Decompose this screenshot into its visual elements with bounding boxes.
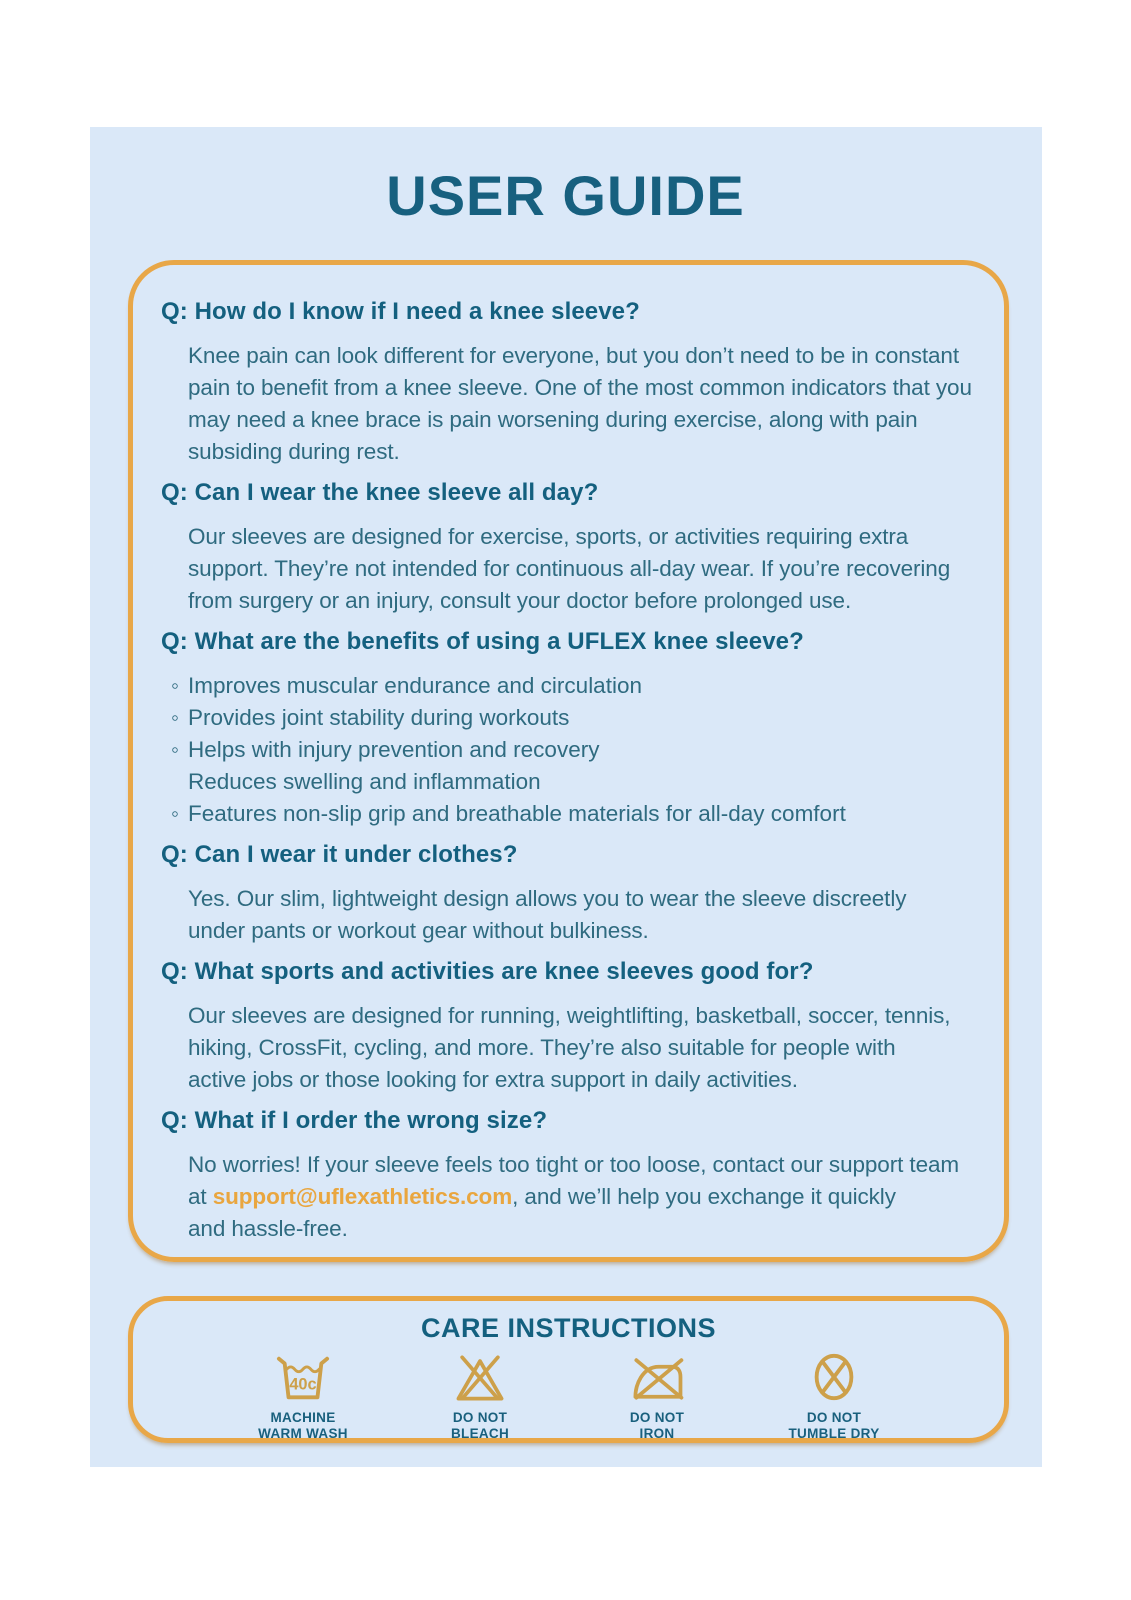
care-item-do-not-tumble-dry	[746, 1349, 923, 1442]
faq-item	[161, 957, 976, 1096]
answer-line: support. They’re not intended for continuous all-day wear. If you’re recovering	[188, 556, 951, 581]
care-label: MACHINE WARM WASH	[258, 1410, 348, 1441]
faq-item	[161, 840, 976, 947]
faq-question: Q: What sports and activities are knee sleeves good for?	[161, 958, 814, 985]
faq-question: Q: What are the benefits of using a UFLEX knee sleeve?	[161, 628, 804, 655]
faq-item	[161, 297, 976, 468]
do-not-iron-icon	[626, 1349, 688, 1405]
support-email-link[interactable]: support@uflexathletics.com	[212, 1184, 513, 1209]
faq-section-box	[128, 260, 1009, 1262]
machine-warm-wash-icon	[272, 1349, 334, 1405]
answer-line: Our sleeves are designed for exercise, sports, or activities requiring extra	[188, 524, 909, 549]
faq-answer	[188, 521, 976, 617]
care-label: DO NOT TUMBLE DRY	[788, 1410, 880, 1441]
answer-text: at	[188, 1184, 213, 1209]
faq-question: Q: How do I know if I need a knee sleeve?	[161, 298, 640, 325]
list-item	[171, 766, 976, 798]
do-not-tumble-dry-icon	[810, 1349, 858, 1405]
faq-answer	[188, 1000, 976, 1096]
answer-line: Yes. Our slim, lightweight design allows you to wear the sleeve discreetly	[188, 886, 907, 911]
list-item	[171, 734, 976, 766]
faq-benefits-list	[171, 670, 976, 830]
svg-text:40c: 40c	[289, 1375, 317, 1394]
bullet-text: Reduces swelling and inflammation	[188, 769, 541, 794]
answer-line: No worries! If your sleeve feels too tight or too loose, contact our support team	[188, 1152, 960, 1177]
care-item-machine-warm-wash	[215, 1349, 392, 1442]
bullet-text: Improves muscular endurance and circulation	[188, 673, 642, 698]
answer-line: may need a knee brace is pain worsening during exercise, along with pain	[188, 407, 918, 432]
answer-line: and hassle-free.	[188, 1216, 348, 1241]
answer-line: from surgery or an injury, consult your doctor before prolonged use.	[188, 588, 852, 613]
bullet-icon: ◦	[171, 705, 179, 730]
answer-line: Our sleeves are designed for running, weightlifting, basketball, soccer, tennis,	[188, 1003, 951, 1028]
faq-item	[161, 627, 976, 830]
answer-line: pain to benefit from a knee sleeve. One of the most common indicators that you	[188, 375, 972, 400]
list-item	[171, 670, 976, 702]
bullet-icon	[171, 766, 188, 798]
bullet-icon: ◦	[171, 673, 179, 698]
faq-answer	[188, 1149, 976, 1245]
page-title: USER GUIDE	[386, 164, 745, 227]
answer-line: Knee pain can look different for everyone, but you don’t need to be in constant	[188, 343, 959, 368]
answer-line: active jobs or those looking for extra support in daily activities.	[188, 1067, 798, 1092]
answer-text: , and we’ll help you exchange it quickly	[512, 1184, 896, 1209]
answer-line: under pants or workout gear without bulkiness.	[188, 918, 649, 943]
answer-line: subsiding during rest.	[188, 439, 400, 464]
care-instructions-title: CARE INSTRUCTIONS	[420, 1313, 716, 1343]
bullet-icon: ◦	[171, 737, 179, 762]
care-label: DO NOT BLEACH	[450, 1410, 510, 1441]
list-item	[171, 702, 976, 734]
bullet-text: Helps with injury prevention and recovery	[188, 737, 600, 762]
faq-item	[161, 1106, 976, 1245]
do-not-bleach-icon	[450, 1349, 510, 1405]
care-item-do-not-iron	[569, 1349, 746, 1442]
faq-answer	[188, 340, 976, 468]
list-item	[171, 798, 976, 830]
care-instructions-box	[128, 1296, 1009, 1443]
faq-question: Q: Can I wear it under clothes?	[161, 841, 518, 868]
care-symbols-row	[133, 1349, 1004, 1442]
answer-line: hiking, CrossFit, cycling, and more. They’re also suitable for people with	[188, 1035, 896, 1060]
faq-question: Q: What if I order the wrong size?	[161, 1107, 548, 1134]
care-item-do-not-bleach	[392, 1349, 569, 1442]
faq-item	[161, 478, 976, 617]
bullet-icon: ◦	[171, 801, 179, 826]
faq-question: Q: Can I wear the knee sleeve all day?	[161, 479, 599, 506]
bullet-text: Features non-slip grip and breathable materials for all-day comfort	[188, 801, 846, 826]
care-label: DO NOT IRON	[629, 1410, 685, 1441]
bullet-text: Provides joint stability during workouts	[188, 705, 570, 730]
faq-answer	[188, 883, 976, 947]
answer-line	[188, 1181, 976, 1213]
